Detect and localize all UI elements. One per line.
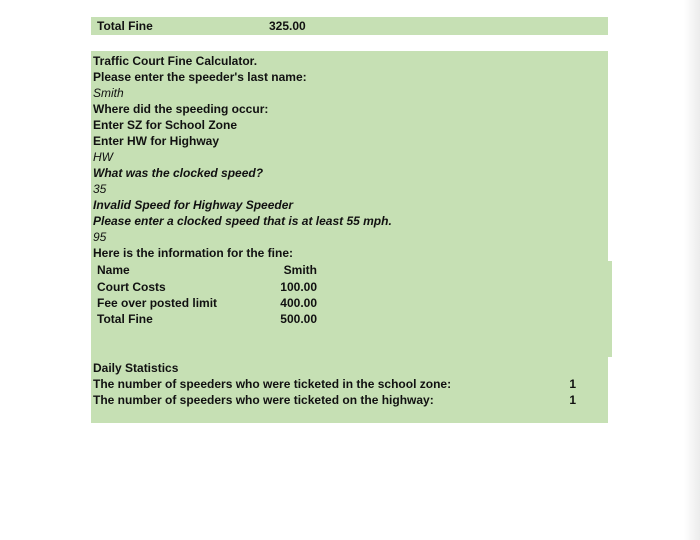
- info-heading: Here is the information for the fine:: [93, 246, 294, 260]
- school-zone-stat-label: The number of speeders who were ticketed in the school zone:: [93, 377, 452, 391]
- summary-value: 325.00: [269, 19, 306, 33]
- option-school-zone: Enter SZ for School Zone: [93, 118, 238, 132]
- fine-row-label: Court Costs: [97, 280, 166, 294]
- location-prompt: Where did the speeding occur:: [93, 102, 269, 116]
- last-name-prompt: Please enter the speeder's last name:: [93, 70, 307, 84]
- page-edge-shadow: [684, 0, 700, 540]
- speed-retry-input: 95: [93, 230, 107, 244]
- school-zone-stat-count: 1: [569, 377, 576, 391]
- fine-row-label: Fee over posted limit: [97, 296, 218, 310]
- speed-input: 35: [93, 182, 107, 196]
- speed-prompt: What was the clocked speed?: [93, 166, 264, 180]
- last-name-input: Smith: [93, 86, 124, 100]
- summary-label: Total Fine: [97, 19, 153, 33]
- option-highway: Enter HW for Highway: [93, 134, 220, 148]
- stats-heading: Daily Statistics: [93, 361, 179, 375]
- fine-row-value: Smith: [283, 263, 317, 277]
- fine-table-extension: [600, 261, 612, 357]
- fine-row-label: Name: [97, 263, 130, 277]
- error-title: Invalid Speed for Highway Speeder: [93, 198, 294, 212]
- fine-row-value: 500.00: [280, 312, 317, 326]
- fine-row-label: Total Fine: [97, 312, 153, 326]
- summary-bar: [91, 17, 608, 35]
- highway-stat-count: 1: [569, 393, 576, 407]
- error-prompt: Please enter a clocked speed that is at least 55 mph.: [93, 214, 392, 228]
- location-input: HW: [93, 150, 113, 164]
- fine-row-value: 100.00: [280, 280, 317, 294]
- fine-row-value: 400.00: [280, 296, 317, 310]
- highway-stat-label: The number of speeders who were ticketed on the highway:: [93, 393, 434, 407]
- calculator-title: Traffic Court Fine Calculator.: [93, 54, 258, 68]
